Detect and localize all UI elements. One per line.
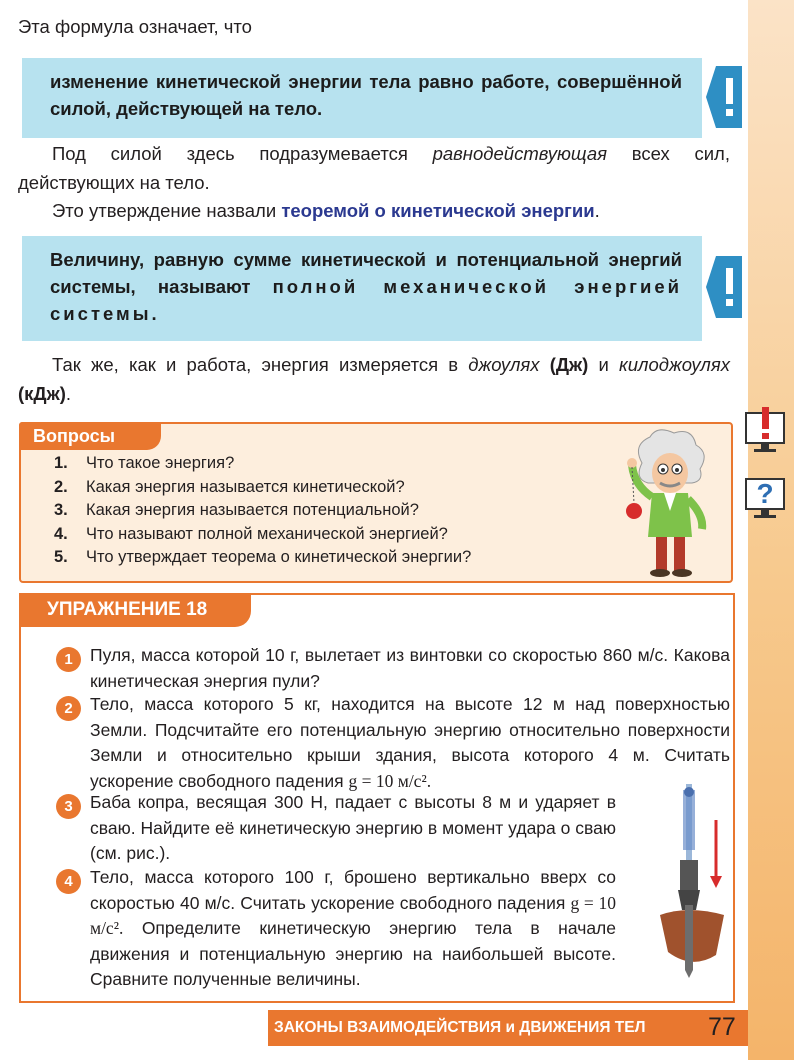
theorem-paragraph xyxy=(52,196,732,225)
exclamation-icon xyxy=(706,256,742,318)
rule-text xyxy=(22,236,702,337)
question-item: 3. Какая энергия называется потенциальной? xyxy=(54,501,419,519)
task-4: Тело, масса которого 100 г, брошено вертикально вверх со скоростью 40 м/с. Считать ускорение свободного падения g = 10 м/с². Определите кинетическую энергию тела в начале движения и потенциальную энергию на наибольшей высоте. Сравните полученные величины. xyxy=(90,867,616,989)
question-item: 4. Что называют полной механической энергией? xyxy=(54,524,448,543)
task-number-badge: 1 xyxy=(56,647,81,672)
page-number: 77 xyxy=(708,1013,736,1041)
question-item: 2. Какая энергия называется кинетической? xyxy=(54,477,405,496)
force-paragraph xyxy=(18,139,730,197)
theorem-text-1: Это утверждение назвали xyxy=(52,200,282,221)
rule-box-kinetic-theorem xyxy=(22,58,702,138)
exercise-title: УПРАЖНЕНИЕ 18 xyxy=(19,593,251,627)
page-edge-strip xyxy=(748,0,794,1060)
rule2-text-1: Величину, равную сумме кинетической и потенциальной энергий системы, называют xyxy=(50,249,682,297)
units-text-2: и xyxy=(588,354,620,375)
theorem-text-2: . xyxy=(594,200,600,221)
monitor-exclamation-icon xyxy=(744,407,786,457)
chapter-title: ЗАКОНЫ ВЗАИМОДЕЙСТВИЯ и ДВИЖЕНИЯ ТЕЛ xyxy=(274,1019,646,1036)
task-number-badge: 4 xyxy=(56,869,81,894)
intro-text: Эта формула означает, что xyxy=(18,16,252,37)
question-item: 1. Что такое энергия? xyxy=(54,454,235,472)
task-3: Баба копра, весящая 300 Н, падает с высоты 8 м и ударяет в сваю. Найдите её кинетическую энергию в момент удара о сваю (см. рис.). xyxy=(90,792,616,863)
scientist-mascot-illustration xyxy=(612,425,722,580)
formula-g: g = 10 м/с². xyxy=(348,770,432,791)
kilojoules-unit: (кДж) xyxy=(18,383,66,404)
rule-text: изменение кинетической энергии тела равно работе, совершённой силой, действующей на тело. xyxy=(50,71,682,119)
monitor-question-icon xyxy=(744,473,786,523)
units-paragraph xyxy=(18,350,730,408)
questions-list xyxy=(54,452,471,570)
exclamation-icon xyxy=(706,66,742,128)
questions-title: Вопросы xyxy=(19,422,161,450)
question-item: 5. Что утверждает теорема о кинетической энергии? xyxy=(54,548,472,566)
rule-box-total-energy xyxy=(22,236,702,341)
rule2-text-2: . xyxy=(151,303,157,324)
formula-g: g = 10 м/с². xyxy=(90,892,616,938)
pile-driver-illustration xyxy=(652,780,732,980)
task-number-badge: 2 xyxy=(56,696,81,721)
theorem-term: теоремой о кинетической энергии xyxy=(281,200,595,221)
force-text-1: Под силой здесь подразумевается xyxy=(52,143,433,164)
task-2: Тело, масса которого 5 кг, находится на высоте 12 м над поверхностью Земли. Подсчитайте его потенциальную энергию относительно поверхности Земли и относительно крыши здания, высота которого 4 м. Считать ускорение свободного падения g = 10 м/с². xyxy=(90,694,730,791)
kilojoules-term: килоджоулях xyxy=(619,354,730,375)
total-energy-term: полной механической энергией системы xyxy=(50,276,682,324)
units-text-3: . xyxy=(65,383,72,404)
force-text-2: всех сил, действующих на тело. xyxy=(18,143,730,193)
units-text-1: Так же, как и работа, энергия измеряется в xyxy=(52,354,469,375)
joules-term: джоулях xyxy=(468,354,540,375)
task-number-badge: 3 xyxy=(56,794,81,819)
joules-unit: (Дж) xyxy=(539,354,589,375)
svg-text:?: ? xyxy=(756,478,774,509)
resultant-term: равнодействующая xyxy=(432,143,608,164)
task-1: Пуля, масса которой 10 г, вылетает из винтовки со скоростью 860 м/с. Какова кинетическая энергия пули? xyxy=(90,645,730,691)
